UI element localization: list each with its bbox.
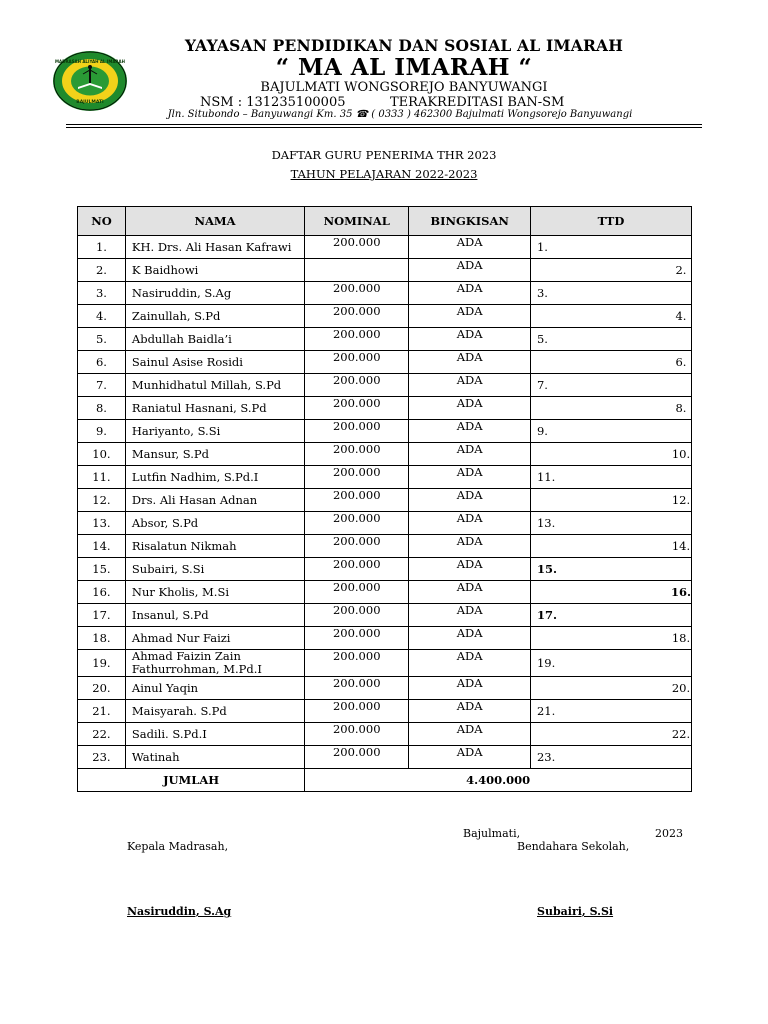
table-row (78, 627, 692, 650)
foundation-name: YAYASAN PENDIDIKAN DAN SOSIAL AL IMARAH (184, 36, 624, 55)
row-bingkisan: ADA (409, 650, 531, 677)
table-row (78, 259, 692, 282)
table-row (78, 604, 692, 627)
row-ttd: 6. (530, 351, 691, 374)
row-nama-line2: Fathurrohman, M.Pd.I (131, 662, 262, 676)
header-ttd: TTD (530, 207, 691, 236)
row-bingkisan: ADA (409, 581, 531, 604)
row-bingkisan: ADA (409, 512, 531, 535)
recipient-table (77, 206, 692, 792)
row-no: 1. (78, 236, 126, 259)
row-ttd: 21. (530, 700, 691, 723)
table-row (78, 723, 692, 746)
row-bingkisan: ADA (409, 328, 531, 351)
row-nama: Ahmad Nur Faizi (125, 627, 304, 650)
row-bingkisan: ADA (409, 558, 531, 581)
row-nama: Insanul, S.Pd (125, 604, 304, 627)
row-nama: Hariyanto, S.Si (125, 420, 304, 443)
row-bingkisan: ADA (409, 700, 531, 723)
row-bingkisan: ADA (409, 282, 531, 305)
row-ttd: 2. (530, 259, 691, 282)
row-bingkisan: ADA (409, 466, 531, 489)
row-nominal: 200.000 (305, 581, 409, 604)
school-address: Jln. Situbondo – Banyuwangi Km. 35 ☎ ( 0333 ) 462300 Bajulmati Wongsorejo Banyuwangi (167, 109, 633, 120)
row-no: 21. (78, 700, 126, 723)
row-ttd: 12. (530, 489, 691, 512)
row-ttd: 18. (530, 627, 691, 650)
sign-place: Bajulmati, (463, 827, 521, 840)
row-nama: Maisyarah. S.Pd (125, 700, 304, 723)
row-nominal: 200.000 (305, 700, 409, 723)
table-row (78, 535, 692, 558)
row-ttd: 22. (530, 723, 691, 746)
row-ttd: 7. (530, 374, 691, 397)
logo-text-bottom: BAJULMATI (76, 100, 104, 105)
table-header-row (78, 207, 692, 236)
row-no: 17. (78, 604, 126, 627)
header-rule (66, 124, 702, 125)
row-ttd: 17. (530, 604, 691, 627)
row-no: 15. (78, 558, 126, 581)
row-ttd: 10. (530, 443, 691, 466)
row-nominal: 200.000 (305, 443, 409, 466)
row-bingkisan: ADA (409, 604, 531, 627)
school-name: “ MA AL IMARAH “ (275, 54, 533, 81)
table-row (78, 351, 692, 374)
row-ttd: 9. (530, 420, 691, 443)
row-nama: Sadili. S.Pd.I (125, 723, 304, 746)
row-nama: Subairi, S.Si (125, 558, 304, 581)
table-row (78, 420, 692, 443)
table-row (78, 443, 692, 466)
table-total-row (78, 769, 692, 792)
row-nominal: 200.000 (305, 512, 409, 535)
row-nominal: 200.000 (305, 328, 409, 351)
row-bingkisan: ADA (409, 746, 531, 769)
row-ttd: 19. (530, 650, 691, 677)
row-nama: Watinah (125, 746, 304, 769)
row-nama: K Baidhowi (125, 259, 304, 282)
row-no: 4. (78, 305, 126, 328)
row-ttd: 15. (530, 558, 691, 581)
table-row (78, 236, 692, 259)
row-no: 13. (78, 512, 126, 535)
row-bingkisan: ADA (409, 397, 531, 420)
accreditation: TERAKREDITASI BAN-SM (390, 95, 565, 110)
row-ttd: 3. (530, 282, 691, 305)
row-nominal: 200.000 (305, 746, 409, 769)
row-ttd: 1. (530, 236, 691, 259)
row-no: 18. (78, 627, 126, 650)
principal-role: Kepala Madrasah, (127, 840, 229, 853)
row-nominal: 200.000 (305, 489, 409, 512)
row-bingkisan: ADA (409, 374, 531, 397)
table-row (78, 305, 692, 328)
table-row (78, 700, 692, 723)
row-ttd: 16. (530, 581, 691, 604)
row-ttd: 4. (530, 305, 691, 328)
table-row (78, 489, 692, 512)
row-nominal: 200.000 (305, 604, 409, 627)
row-bingkisan: ADA (409, 259, 531, 282)
row-ttd: 23. (530, 746, 691, 769)
row-nama: Absor, S.Pd (125, 512, 304, 535)
school-logo (52, 50, 128, 112)
row-nama: Drs. Ali Hasan Adnan (125, 489, 304, 512)
row-nominal: 200.000 (305, 305, 409, 328)
row-nama: Ainul Yaqin (125, 677, 304, 700)
row-no: 19. (78, 650, 126, 677)
table-row (78, 558, 692, 581)
table-row (78, 512, 692, 535)
header-nominal: NOMINAL (305, 207, 409, 236)
row-no: 7. (78, 374, 126, 397)
row-nama: Nur Kholis, M.Si (125, 581, 304, 604)
row-nama: Raniatul Hasnani, S.Pd (125, 397, 304, 420)
row-no: 22. (78, 723, 126, 746)
row-no: 2. (78, 259, 126, 282)
row-nama: Zainullah, S.Pd (125, 305, 304, 328)
school-location: BAJULMATI WONGSOREJO BANYUWANGI (260, 80, 548, 95)
row-ttd: 14. (530, 535, 691, 558)
table-row (78, 581, 692, 604)
row-no: 16. (78, 581, 126, 604)
row-ttd: 13. (530, 512, 691, 535)
row-no: 9. (78, 420, 126, 443)
row-nominal (305, 259, 409, 282)
row-nama: Nasiruddin, S.Ag (125, 282, 304, 305)
header-nama: NAMA (125, 207, 304, 236)
row-nominal: 200.000 (305, 282, 409, 305)
row-bingkisan: ADA (409, 677, 531, 700)
row-bingkisan: ADA (409, 236, 531, 259)
row-no: 12. (78, 489, 126, 512)
header-rule-thin (66, 127, 702, 128)
row-bingkisan: ADA (409, 443, 531, 466)
row-no: 6. (78, 351, 126, 374)
row-nominal: 200.000 (305, 374, 409, 397)
row-ttd: 11. (530, 466, 691, 489)
table-row (78, 677, 692, 700)
row-nominal: 200.000 (305, 466, 409, 489)
row-no: 10. (78, 443, 126, 466)
row-nama: Abdullah Baidla’i (125, 328, 304, 351)
row-nama: Mansur, S.Pd (125, 443, 304, 466)
total-label: JUMLAH (78, 769, 305, 792)
logo-text-top: MADRASAH ALIYAH AL IMARAH (55, 59, 125, 64)
table-row (78, 650, 692, 677)
header-no: NO (78, 207, 126, 236)
table-row (78, 397, 692, 420)
principal-name: Nasiruddin, S.Ag (127, 905, 232, 918)
row-no: 14. (78, 535, 126, 558)
table-row (78, 328, 692, 351)
row-bingkisan: ADA (409, 351, 531, 374)
table-row (78, 466, 692, 489)
document-subtitle: TAHUN PELAJARAN 2022-2023 (290, 167, 478, 181)
row-bingkisan: ADA (409, 420, 531, 443)
nsm-number: NSM : 131235100005 (200, 95, 346, 110)
table-row (78, 746, 692, 769)
row-no: 20. (78, 677, 126, 700)
row-no: 11. (78, 466, 126, 489)
row-nama: Sainul Asise Rosidi (125, 351, 304, 374)
row-nama: Munhidhatul Millah, S.Pd (125, 374, 304, 397)
row-nama (125, 650, 304, 677)
row-bingkisan: ADA (409, 535, 531, 558)
row-nominal: 200.000 (305, 723, 409, 746)
sign-year: 2023 (655, 827, 683, 840)
row-ttd: 20. (530, 677, 691, 700)
table-row (78, 374, 692, 397)
row-nama: KH. Drs. Ali Hasan Kafrawi (125, 236, 304, 259)
row-nominal: 200.000 (305, 627, 409, 650)
row-nominal: 200.000 (305, 677, 409, 700)
table-row (78, 282, 692, 305)
row-bingkisan: ADA (409, 627, 531, 650)
row-nominal: 200.000 (305, 650, 409, 677)
treasurer-role: Bendahara Sekolah, (517, 840, 630, 853)
row-no: 3. (78, 282, 126, 305)
row-no: 8. (78, 397, 126, 420)
row-no: 23. (78, 746, 126, 769)
row-ttd: 8. (530, 397, 691, 420)
row-no: 5. (78, 328, 126, 351)
treasurer-name: Subairi, S.Si (537, 905, 614, 918)
document-title: DAFTAR GURU PENERIMA THR 2023 (271, 148, 497, 162)
row-nominal: 200.000 (305, 236, 409, 259)
row-nama-line1: Ahmad Faizin Zain (131, 649, 241, 663)
row-nominal: 200.000 (305, 397, 409, 420)
row-nominal: 200.000 (305, 420, 409, 443)
row-nominal: 200.000 (305, 535, 409, 558)
row-bingkisan: ADA (409, 489, 531, 512)
total-value: 4.400.000 (305, 769, 692, 792)
row-ttd: 5. (530, 328, 691, 351)
row-nama: Risalatun Nikmah (125, 535, 304, 558)
row-nominal: 200.000 (305, 351, 409, 374)
row-nama: Lutfin Nadhim, S.Pd.I (125, 466, 304, 489)
row-bingkisan: ADA (409, 305, 531, 328)
row-bingkisan: ADA (409, 723, 531, 746)
row-nominal: 200.000 (305, 558, 409, 581)
header-bingkisan: BINGKISAN (409, 207, 531, 236)
